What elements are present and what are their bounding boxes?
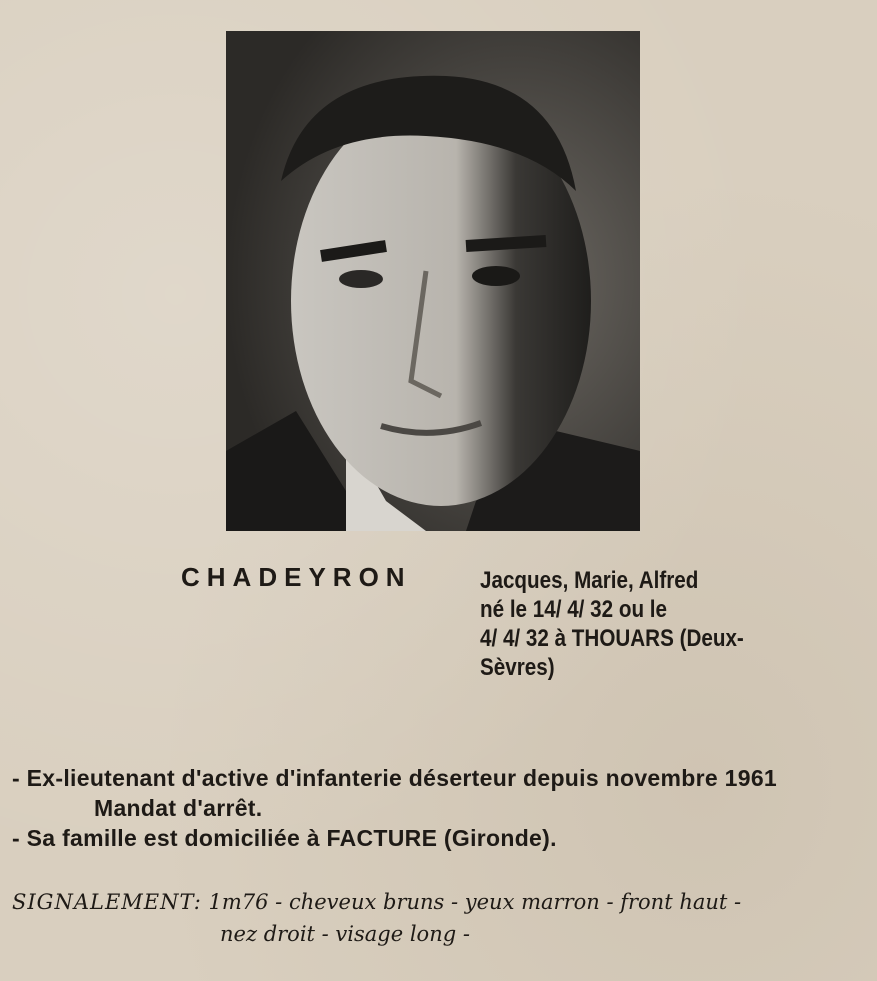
note-warrant: Mandat d'arrêt.: [94, 795, 263, 821]
given-names: Jacques, Marie, Alfred: [480, 567, 699, 594]
identity-block: [480, 566, 811, 682]
description-line-1: 1m76 - cheveux bruns - yeux marron - front haut -: [208, 890, 742, 914]
note-rank: - Ex-lieutenant d'active d'infanterie déserteur depuis novembre 1961: [12, 765, 778, 791]
surname: CHADEYRON: [181, 562, 412, 592]
description-label: SIGNALEMENT:: [12, 890, 202, 914]
note-family: - Sa famille est domiciliée à FACTURE (Gironde).: [12, 825, 557, 851]
birth-place-continued: Sèvres): [480, 654, 555, 681]
birth-place-line: 4/ 4/ 32 à THOUARS (Deux-: [480, 625, 744, 652]
birth-date-line: né le 14/ 4/ 32 ou le: [480, 596, 668, 623]
description-block: [12, 886, 872, 950]
notes-block: [12, 763, 872, 853]
description-line-2: nez droit - visage long -: [220, 922, 470, 946]
portrait-photo: [226, 31, 640, 531]
